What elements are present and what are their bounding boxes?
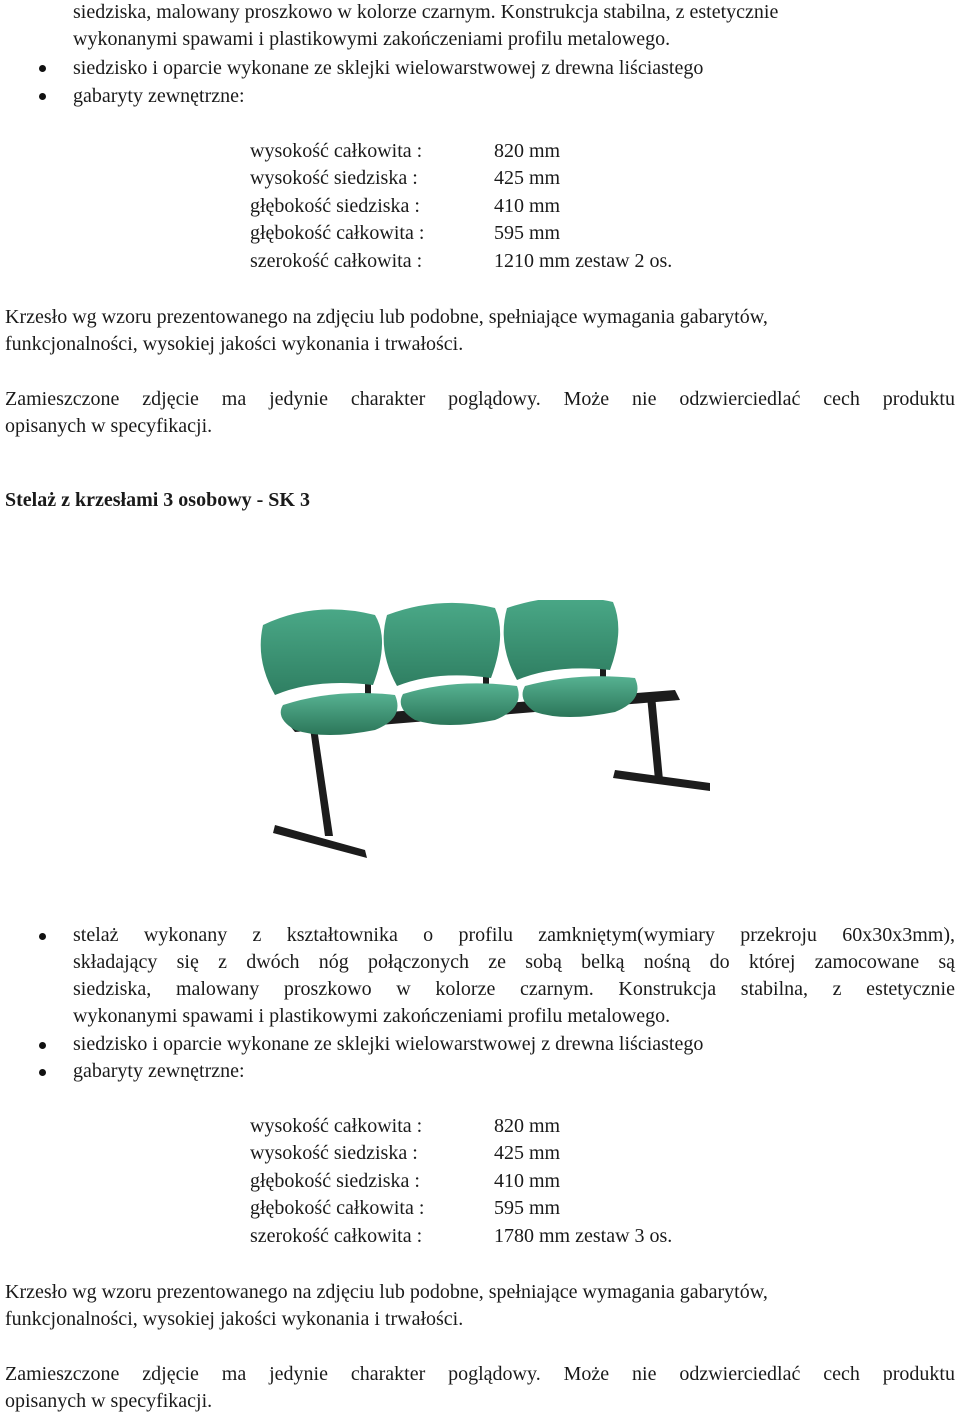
bullet-item-dimensions: gabaryty zewnętrzne: [73,1060,245,1082]
bullet-icon [39,1069,46,1076]
disclaimer-paragraph: Zamieszczone zdjęcie ma jedynie charakter poglądowy. Może nie odzwierciedlać cech produktu [5,388,955,410]
dimension-value: 820 mm [494,140,561,162]
dimension-value: 595 mm [494,222,561,244]
section-heading: Stelaż z krzesłami 3 osobowy - SK 3 [5,489,310,511]
dimension-value: 410 mm [494,1170,561,1192]
dimension-label: głębokość siedziska : [250,1170,420,1192]
bullet-item-frame: stelaż wykonany z kształtownika o profilu zamkniętym(wymiary przekroju 60x30x3mm), [73,924,955,946]
bullet-icon [39,1042,46,1049]
continuation-line-2: wykonanymi spawami i plastikowymi zakończeniami profilu metalowego. [73,28,671,50]
note-paragraph: Krzesło wg wzoru prezentowanego na zdjęciu lub podobne, spełniające wymagania gabarytów, [5,306,768,328]
dimension-value: 595 mm [494,1197,561,1219]
dimension-label: szerokość całkowita : [250,1225,423,1247]
bullet-icon [39,933,46,940]
bullet-item-frame: siedziska, malowany proszkowo w kolorze czarnym. Konstrukcja stabilna, z estetycznie [73,978,955,1000]
disclaimer-paragraph: Zamieszczone zdjęcie ma jedynie charakter poglądowy. Może nie odzwierciedlać cech produktu [5,1363,955,1385]
dimension-value: 1210 mm zestaw 2 os. [494,250,673,272]
dimension-value: 410 mm [494,195,561,217]
dimension-label: wysokość całkowita : [250,1115,423,1137]
note-paragraph: funkcjonalności, wysokiej jakości wykonania i trwałości. [5,333,464,355]
bullet-item-frame: składający się z dwóch nóg połączonych ze sobą belką nośną do której zamocowane są [73,951,955,973]
dimension-value: 425 mm [494,1142,561,1164]
disclaimer-paragraph: opisanych w specyfikacji. [5,1390,213,1412]
note-paragraph: Krzesło wg wzoru prezentowanego na zdjęciu lub podobne, spełniające wymagania gabarytów, [5,1281,768,1303]
disclaimer-paragraph: opisanych w specyfikacji. [5,415,213,437]
dimension-label: głębokość całkowita : [250,222,425,244]
dimension-label: głębokość siedziska : [250,195,420,217]
bullet-item-dimensions: gabaryty zewnętrzne: [73,85,245,107]
dimension-label: głębokość całkowita : [250,1197,425,1219]
dimension-value: 1780 mm zestaw 3 os. [494,1225,673,1247]
dimension-value: 820 mm [494,1115,561,1137]
bullet-icon [39,93,46,100]
bullet-icon [39,65,46,72]
dimension-value: 425 mm [494,167,561,189]
dimension-label: wysokość siedziska : [250,167,418,189]
dimension-label: wysokość siedziska : [250,1142,418,1164]
bench-photo [255,600,715,880]
dimension-label: szerokość całkowita : [250,250,423,272]
bullet-item-frame: wykonanymi spawami i plastikowymi zakończeniami profilu metalowego. [73,1005,671,1027]
continuation-line-1: siedziska, malowany proszkowo w kolorze czarnym. Konstrukcja stabilna, z estetycznie [73,1,779,23]
bullet-item-plywood: siedzisko i oparcie wykonane ze sklejki wielowarstwowej z drewna liściastego [73,1033,704,1055]
note-paragraph: funkcjonalności, wysokiej jakości wykonania i trwałości. [5,1308,464,1330]
bullet-item-plywood: siedzisko i oparcie wykonane ze sklejki wielowarstwowej z drewna liściastego [73,57,704,79]
dimension-label: wysokość całkowita : [250,140,423,162]
